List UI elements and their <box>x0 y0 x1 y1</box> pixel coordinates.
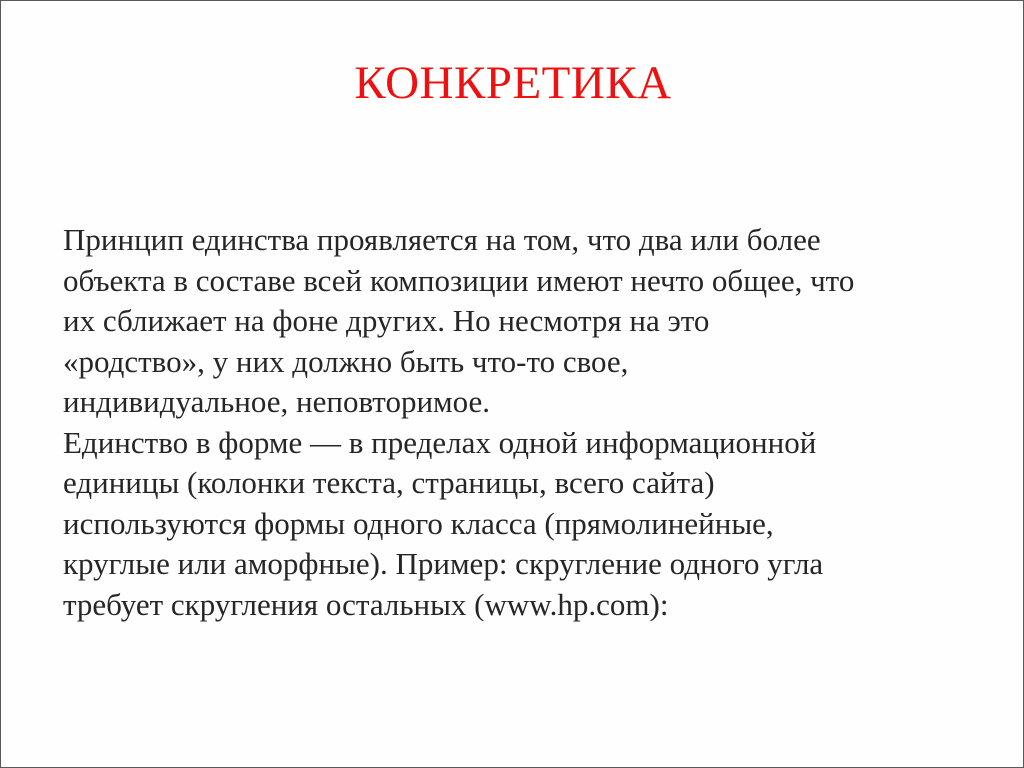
text-line: их сближает на фоне других. Но несмотря на это <box>63 303 710 338</box>
text-line: объекта в составе всей композиции имеют нечто общее, что <box>63 262 855 298</box>
text-line: единицы (колонки текста, страницы, всего сайта) <box>63 465 715 500</box>
text-line: круглые или аморфные). Пример: скругление одного угла <box>63 546 824 581</box>
slide-body <box>63 220 963 625</box>
text-line: индивидуальное, неповторимое. <box>63 384 491 419</box>
paragraph-unity-principle <box>63 220 963 423</box>
text-line: Единство в форме — в пределах одной информационной <box>63 424 817 460</box>
text-line: используются формы одного класса (прямолинейные, <box>63 505 774 541</box>
paragraph-unity-in-form <box>63 423 963 626</box>
slide-title: КОНКРЕТИКА <box>354 57 672 109</box>
text-line: Принцип единства проявляется на том, что два или более <box>63 222 821 257</box>
text-line: требует скругления остальных (www.hp.com): <box>63 586 669 622</box>
text-line: «родство», у них должно быть что-то свое, <box>63 343 629 379</box>
